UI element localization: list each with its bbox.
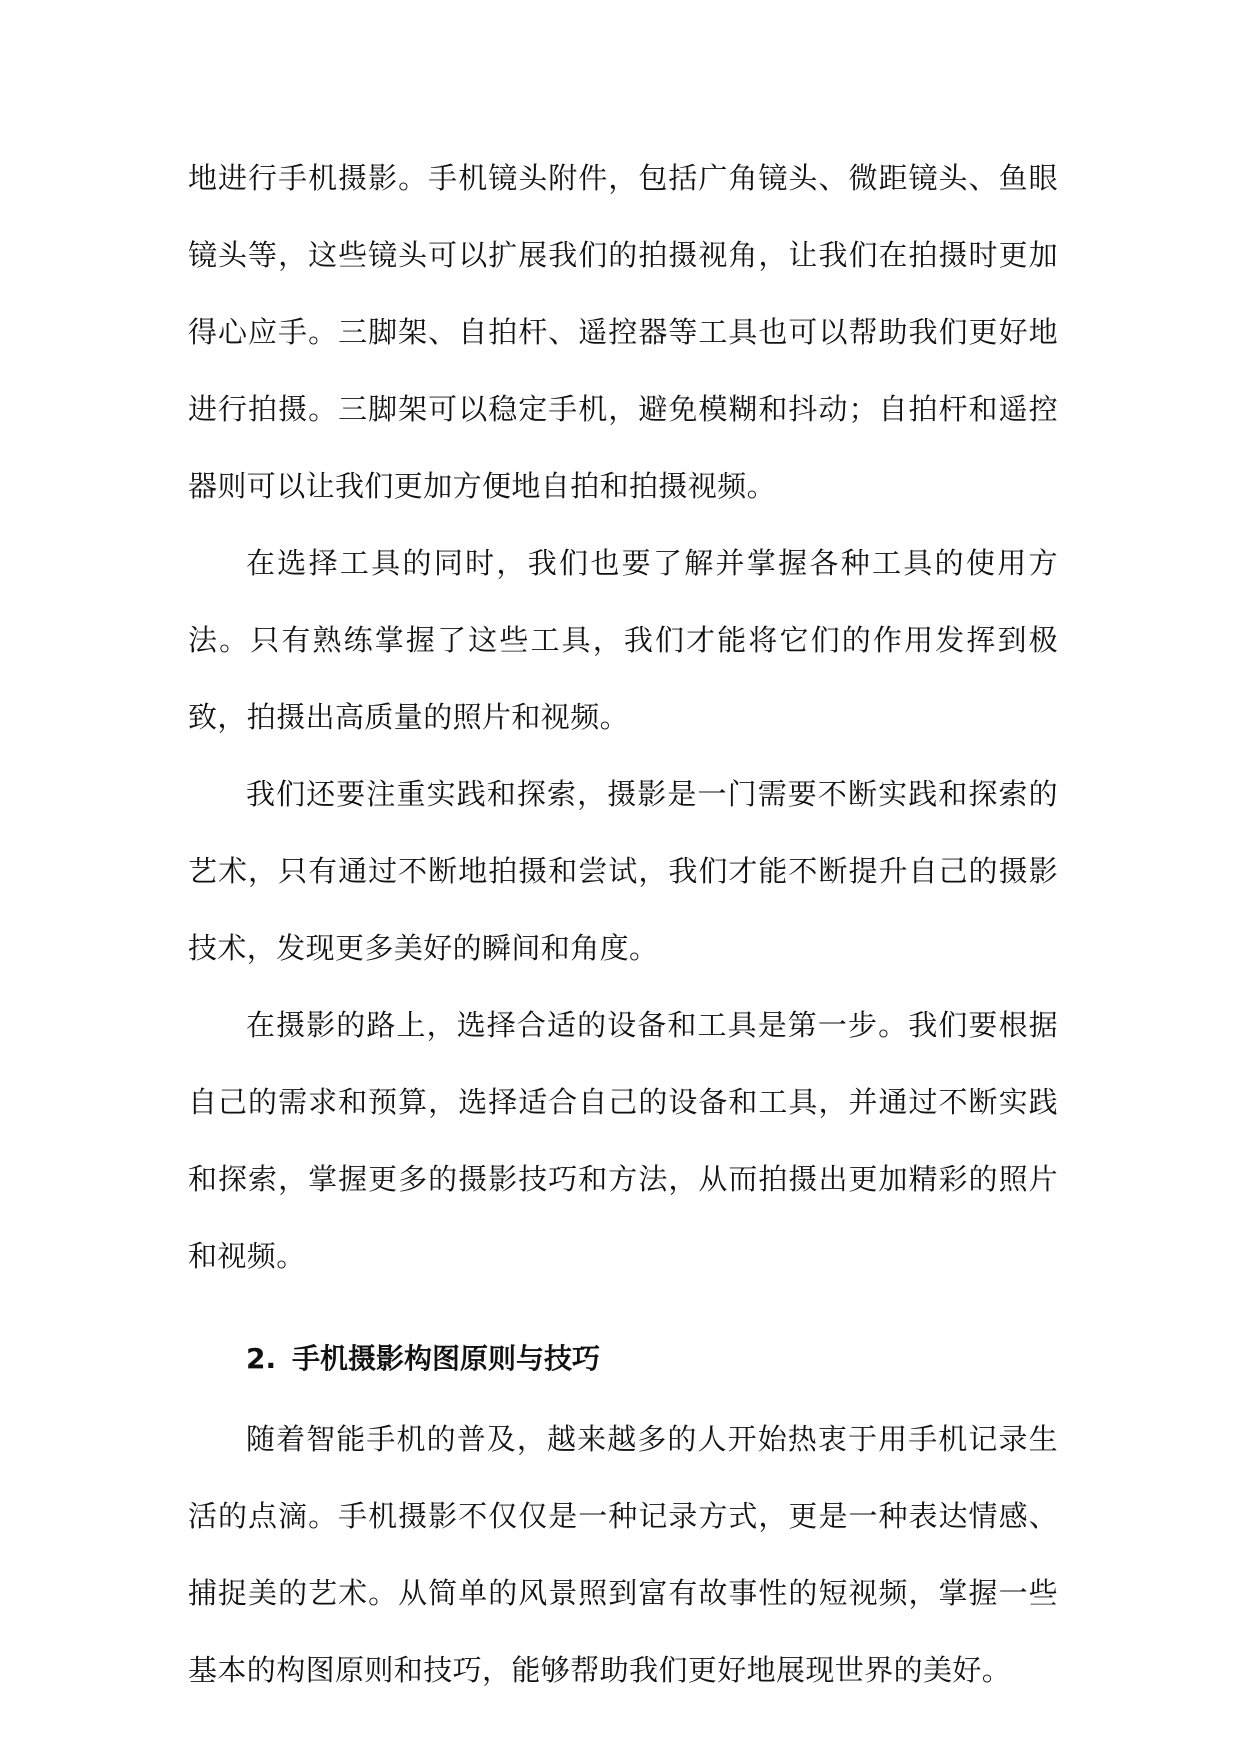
paragraph-composition-intro: 随着智能手机的普及，越来越多的人开始热衷于用手机记录生活的点滴。手机摄影不仅仅是一种记录方式，更是一种表达情感、捕捉美的艺术。从简单的风景照到富有故事性的短视频，掌握一些基本的构图原则和技巧，能够帮助我们更好地展现世界的美好。 xyxy=(188,1422,1058,1687)
paragraph-continuation: 地进行手机摄影。手机镜头附件，包括广角镜头、微距镜头、鱼眼镜头等，这些镜头可以扩展我们的拍摄视角，让我们在拍摄时更加得心应手。三脚架、自拍杆、遥控器等工具也可以帮助我们更好地进行拍摄。三脚架可以稳定手机，避免模糊和抖动；自拍杆和遥控器则可以让我们更加方便地自拍和拍摄视频。 xyxy=(188,161,1058,503)
page-content xyxy=(188,140,1058,1709)
paragraph-summary: 在摄影的路上，选择合适的设备和工具是第一步。我们要根据自己的需求和预算，选择适合自己的设备和工具，并通过不断实践和探索，掌握更多的摄影技巧和方法，从而拍摄出更加精彩的照片和视频。 xyxy=(188,1008,1058,1273)
section-title: 手机摄影构图原则与技巧 xyxy=(292,1342,601,1375)
section-heading xyxy=(188,1316,1058,1401)
section-number: 2. xyxy=(246,1342,277,1375)
paragraph-tool-usage: 在选择工具的同时，我们也要了解并掌握各种工具的使用方法。只有熟练掌握了这些工具，我们才能将它们的作用发挥到极致，拍摄出高质量的照片和视频。 xyxy=(188,546,1058,734)
paragraph-practice: 我们还要注重实践和探索，摄影是一门需要不断实践和探索的艺术，只有通过不断地拍摄和尝试，我们才能不断提升自己的摄影技术，发现更多美好的瞬间和角度。 xyxy=(188,777,1058,965)
